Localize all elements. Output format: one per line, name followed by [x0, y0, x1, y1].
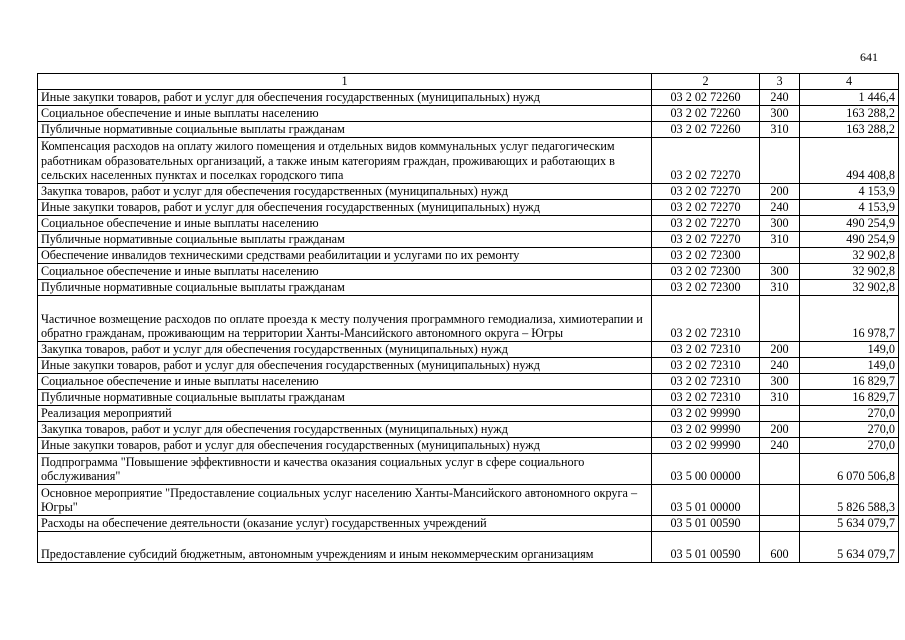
- row-name-cell: Закупка товаров, работ и услуг для обеспечения государственных (муниципальных) нужд: [38, 341, 652, 357]
- row-name-cell: Иные закупки товаров, работ и услуг для обеспечения государственных (муниципальных) нужд: [38, 199, 652, 215]
- row-amount-cell: 32 902,8: [800, 263, 899, 279]
- row-code-cell: 03 2 02 72300: [652, 279, 760, 295]
- column-header-3: 3: [760, 74, 800, 90]
- row-code-cell: 03 2 02 99990: [652, 405, 760, 421]
- row-code-cell: 03 5 01 00590: [652, 531, 760, 562]
- table-header-row: [38, 74, 899, 90]
- row-name-cell: Иные закупки товаров, работ и услуг для обеспечения государственных (муниципальных) нужд: [38, 437, 652, 453]
- row-amount-cell: 149,0: [800, 341, 899, 357]
- budget-table: [37, 73, 899, 563]
- row-code-cell: 03 2 02 99990: [652, 437, 760, 453]
- row-amount-cell: 490 254,9: [800, 231, 899, 247]
- row-code-cell: 03 2 02 99990: [652, 421, 760, 437]
- row-name-cell: Реализация мероприятий: [38, 405, 652, 421]
- row-amount-cell: 270,0: [800, 437, 899, 453]
- row-code-cell: 03 2 02 72260: [652, 121, 760, 137]
- table-row: [38, 531, 899, 562]
- table-row: [38, 89, 899, 105]
- table-row: [38, 453, 899, 484]
- table-row: [38, 247, 899, 263]
- row-code-cell: 03 2 02 72270: [652, 231, 760, 247]
- table-row: [38, 437, 899, 453]
- row-code-cell: 03 2 02 72270: [652, 137, 760, 183]
- row-type-cell: 310: [760, 121, 800, 137]
- page-number: 641: [860, 50, 878, 64]
- row-code-cell: 03 5 01 00590: [652, 515, 760, 531]
- row-name-cell: Частичное возмещение расходов по оплате проезда к месту получения программного гемодиализа, химиотерапии и обратно гражданам, проживающим на территории Ханты-Мансийского автономного округа – Югры: [38, 295, 652, 341]
- row-code-cell: 03 2 02 72270: [652, 215, 760, 231]
- row-code-cell: 03 5 00 00000: [652, 453, 760, 484]
- row-type-cell: 310: [760, 231, 800, 247]
- row-type-cell: [760, 405, 800, 421]
- row-amount-cell: 5 634 079,7: [800, 515, 899, 531]
- row-code-cell: 03 2 02 72270: [652, 183, 760, 199]
- row-name-cell: Компенсация расходов на оплату жилого помещения и отдельных видов коммунальных услуг педагогическим работникам образовательных организаций, а также иным категориям граждан, проживающих и работающих в сельских населенных пунктах и поселках городского типа: [38, 137, 652, 183]
- table-row: [38, 405, 899, 421]
- table-row: [38, 295, 899, 341]
- row-amount-cell: 270,0: [800, 421, 899, 437]
- row-type-cell: 300: [760, 263, 800, 279]
- table-row: [38, 515, 899, 531]
- table-row: [38, 389, 899, 405]
- row-code-cell: 03 2 02 72310: [652, 357, 760, 373]
- row-name-cell: Закупка товаров, работ и услуг для обеспечения государственных (муниципальных) нужд: [38, 183, 652, 199]
- row-type-cell: 300: [760, 373, 800, 389]
- row-amount-cell: 1 446,4: [800, 89, 899, 105]
- row-code-cell: 03 2 02 72260: [652, 89, 760, 105]
- row-type-cell: 310: [760, 389, 800, 405]
- table-row: [38, 105, 899, 121]
- row-name-cell: Социальное обеспечение и иные выплаты населению: [38, 105, 652, 121]
- row-amount-cell: 490 254,9: [800, 215, 899, 231]
- row-type-cell: [760, 484, 800, 515]
- table-row: [38, 183, 899, 199]
- row-code-cell: 03 2 02 72310: [652, 295, 760, 341]
- row-type-cell: 300: [760, 215, 800, 231]
- row-name-cell: Социальное обеспечение и иные выплаты населению: [38, 263, 652, 279]
- row-code-cell: 03 2 02 72300: [652, 263, 760, 279]
- row-name-cell: Обеспечение инвалидов техническими средствами реабилитации и услугами по их ремонту: [38, 247, 652, 263]
- row-name-cell: Закупка товаров, работ и услуг для обеспечения государственных (муниципальных) нужд: [38, 421, 652, 437]
- row-amount-cell: 5 826 588,3: [800, 484, 899, 515]
- row-amount-cell: 32 902,8: [800, 247, 899, 263]
- row-code-cell: 03 2 02 72310: [652, 341, 760, 357]
- row-amount-cell: 32 902,8: [800, 279, 899, 295]
- row-amount-cell: 4 153,9: [800, 199, 899, 215]
- table-row: [38, 357, 899, 373]
- row-type-cell: [760, 453, 800, 484]
- row-name-cell: Иные закупки товаров, работ и услуг для обеспечения государственных (муниципальных) нужд: [38, 89, 652, 105]
- table-row: [38, 263, 899, 279]
- row-code-cell: 03 5 01 00000: [652, 484, 760, 515]
- row-type-cell: 200: [760, 421, 800, 437]
- row-amount-cell: 163 288,2: [800, 121, 899, 137]
- row-type-cell: 200: [760, 341, 800, 357]
- row-code-cell: 03 2 02 72260: [652, 105, 760, 121]
- column-header-4: 4: [800, 74, 899, 90]
- row-code-cell: 03 2 02 72300: [652, 247, 760, 263]
- column-header-2: 2: [652, 74, 760, 90]
- row-amount-cell: 6 070 506,8: [800, 453, 899, 484]
- row-name-cell: Публичные нормативные социальные выплаты гражданам: [38, 231, 652, 247]
- row-amount-cell: 494 408,8: [800, 137, 899, 183]
- row-name-cell: Публичные нормативные социальные выплаты гражданам: [38, 279, 652, 295]
- row-name-cell: Публичные нормативные социальные выплаты гражданам: [38, 121, 652, 137]
- row-amount-cell: 163 288,2: [800, 105, 899, 121]
- row-name-cell: Основное мероприятие "Предоставление социальных услуг населению Ханты-Мансийского автономного округа – Югры": [38, 484, 652, 515]
- table-row: [38, 373, 899, 389]
- row-code-cell: 03 2 02 72270: [652, 199, 760, 215]
- table-row: [38, 421, 899, 437]
- row-code-cell: 03 2 02 72310: [652, 373, 760, 389]
- table-row: [38, 341, 899, 357]
- row-type-cell: 310: [760, 279, 800, 295]
- table-row: [38, 231, 899, 247]
- column-header-1: 1: [38, 74, 652, 90]
- row-name-cell: Подпрограмма "Повышение эффективности и качества оказания социальных услуг в сфере социального обслуживания": [38, 453, 652, 484]
- row-amount-cell: 149,0: [800, 357, 899, 373]
- row-amount-cell: 5 634 079,7: [800, 531, 899, 562]
- row-amount-cell: 16 978,7: [800, 295, 899, 341]
- row-type-cell: [760, 295, 800, 341]
- row-type-cell: 240: [760, 89, 800, 105]
- row-name-cell: Социальное обеспечение и иные выплаты населению: [38, 373, 652, 389]
- row-type-cell: [760, 137, 800, 183]
- row-amount-cell: 270,0: [800, 405, 899, 421]
- row-type-cell: 240: [760, 357, 800, 373]
- row-name-cell: Социальное обеспечение и иные выплаты населению: [38, 215, 652, 231]
- row-type-cell: 600: [760, 531, 800, 562]
- row-type-cell: 240: [760, 199, 800, 215]
- row-name-cell: Предоставление субсидий бюджетным, автономным учреждениям и иным некоммерческим организациям: [38, 531, 652, 562]
- row-amount-cell: 16 829,7: [800, 389, 899, 405]
- row-type-cell: 200: [760, 183, 800, 199]
- table-row: [38, 215, 899, 231]
- table-row: [38, 121, 899, 137]
- table-row: [38, 137, 899, 183]
- row-type-cell: [760, 515, 800, 531]
- row-name-cell: Публичные нормативные социальные выплаты гражданам: [38, 389, 652, 405]
- row-amount-cell: 16 829,7: [800, 373, 899, 389]
- table-row: [38, 279, 899, 295]
- table-row: [38, 484, 899, 515]
- table-row: [38, 199, 899, 215]
- row-amount-cell: 4 153,9: [800, 183, 899, 199]
- row-type-cell: 300: [760, 105, 800, 121]
- row-name-cell: Расходы на обеспечение деятельности (оказание услуг) государственных учреждений: [38, 515, 652, 531]
- row-type-cell: 240: [760, 437, 800, 453]
- row-name-cell: Иные закупки товаров, работ и услуг для обеспечения государственных (муниципальных) нужд: [38, 357, 652, 373]
- row-code-cell: 03 2 02 72310: [652, 389, 760, 405]
- row-type-cell: [760, 247, 800, 263]
